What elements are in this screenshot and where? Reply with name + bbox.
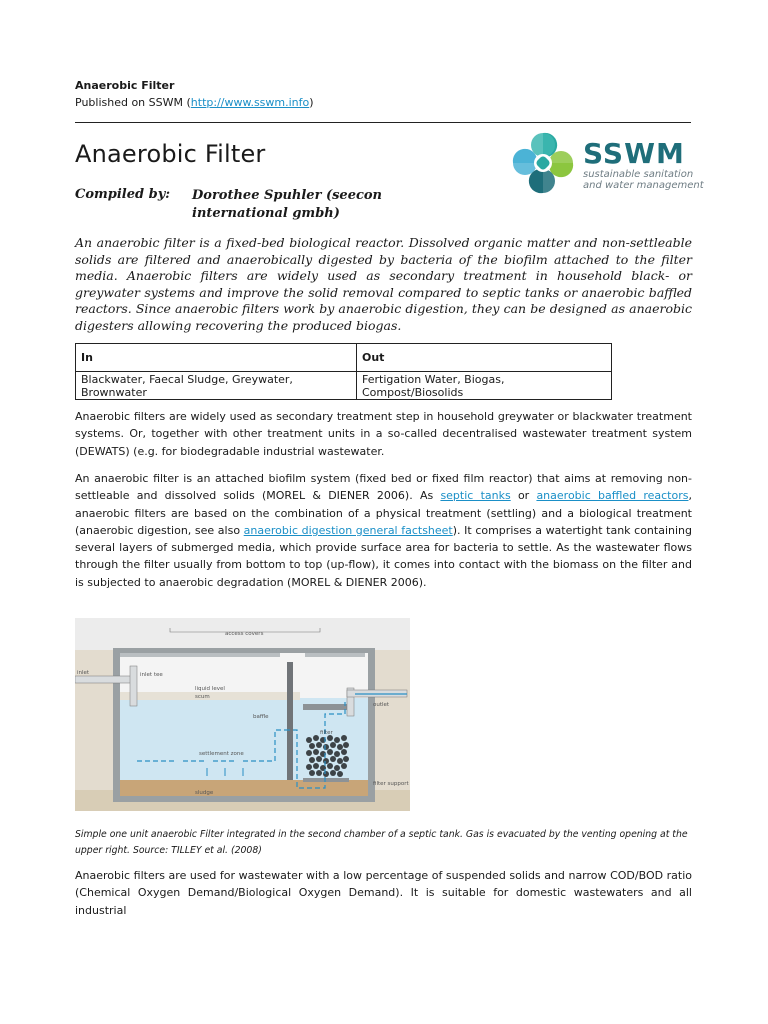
- published-on-line: [75, 96, 314, 109]
- input-output-table: [75, 343, 612, 400]
- label-inlet-tee: inlet tee: [140, 672, 163, 678]
- septic-tanks-link[interactable]: septic tanks: [440, 489, 511, 503]
- label-baffle: baffle: [253, 714, 269, 720]
- label-filter: filter: [320, 730, 333, 736]
- label-access-covers: access covers: [225, 631, 264, 637]
- in-value: Blackwater, Faecal Sludge, Greywater, Brownwater: [76, 372, 357, 400]
- sswm-link[interactable]: http://www.sswm.info: [190, 96, 310, 109]
- document-header-title: Anaerobic Filter: [75, 79, 175, 92]
- header-divider: [75, 122, 691, 123]
- intro-paragraph: An anaerobic filter is a fixed-bed biological reactor. Dissolved organic matter and non-settleable solids are filtered and anaerobically digested by bacteria of the biofilm attached to the filter media. Anaerobic filters are widely used as secondary treatment in household black- or greywater systems and improve the solid removal compared to septic tanks or anaerobic baffled reactors. Since anaerobic filters work by anaerobic digestion, they can be designed as anaerobic digesters allowing recovering the produced biogas.: [75, 235, 692, 333]
- label-sludge: sludge: [195, 790, 214, 796]
- anaerobic-baffled-reactors-link[interactable]: anaerobic baffled reactors: [536, 489, 689, 503]
- label-inlet: inlet: [77, 670, 90, 676]
- logo-tagline-line-1: sustainable sanitation: [583, 169, 694, 180]
- label-settlement-zone: settlement zone: [199, 751, 244, 757]
- logo-tagline: [583, 169, 704, 191]
- table-row: [76, 372, 612, 400]
- label-scum: scum: [195, 694, 210, 700]
- compiled-by-label: Compiled by:: [75, 187, 171, 202]
- text-run: or: [510, 489, 537, 503]
- paragraph-biofilm-system: [75, 470, 692, 591]
- sswm-logo-emblem-icon: [513, 133, 573, 193]
- logo-wordmark: SSWM: [583, 137, 685, 170]
- published-prefix: Published on SSWM (: [75, 96, 191, 109]
- text-run: , anaerobic filters are based on the combination of a physical treatment (settling) and a biological treatment (anaerobic digestion, see also: [75, 489, 692, 537]
- figure-caption: Simple one unit anaerobic Filter integrated in the second chamber of a septic tank. Gas is evacuated by the venting opening at the upper right. Source: TILLEY et al. (2008): [75, 829, 688, 856]
- label-outlet: outlet: [373, 702, 390, 708]
- table-row: [76, 344, 612, 372]
- label-filter-support: filter support: [373, 781, 409, 787]
- published-suffix: ): [309, 96, 314, 109]
- page-title: Anaerobic Filter: [75, 140, 266, 168]
- anaerobic-filter-diagram: [75, 618, 410, 811]
- in-header: In: [76, 344, 357, 372]
- anaerobic-digestion-factsheet-link[interactable]: anaerobic digestion general factsheet: [243, 523, 453, 537]
- text-run: An anaerobic filter is an attached biofilm system (fixed bed or fixed film reactor) that aims at removing non-settleable and dissolved solids (MOREL & DIENER 2006). As: [75, 472, 692, 503]
- out-header: Out: [357, 344, 612, 372]
- logo-tagline-line-2: and water management: [583, 180, 704, 191]
- text-run: ). It comprises a watertight tank containing several layers of submerged media, which provide surface area for bacteria to settle. As the wastewater flows through the filter usually from bottom to top (up-flow), it comes into contact with the biomass on the filter and is subjected to anaerobic degradation (MOREL & DIENER 2006).: [75, 523, 692, 589]
- paragraph-secondary-treatment: Anaerobic filters are widely used as secondary treatment step in household greywater or blackwater treatment systems. Or, together with other treatment units in a so-called decentralised wastewater treatment system (DEWATS) (e.g. for biodegradable industrial wastewater.: [75, 410, 692, 458]
- compiled-by-author: Dorothee Spuhler (seecon international gmbh): [192, 188, 383, 221]
- out-value: Fertigation Water, Biogas, Compost/Biosolids: [357, 372, 612, 400]
- paragraph-wastewater-suitability: Anaerobic filters are used for wastewater with a low percentage of suspended solids and narrow COD/BOD ratio (Chemical Oxygen Demand/Biological Oxygen Demand). It is suitable for domestic wastewaters and all industrial: [75, 869, 692, 917]
- label-liquid-level: liquid level: [195, 686, 225, 692]
